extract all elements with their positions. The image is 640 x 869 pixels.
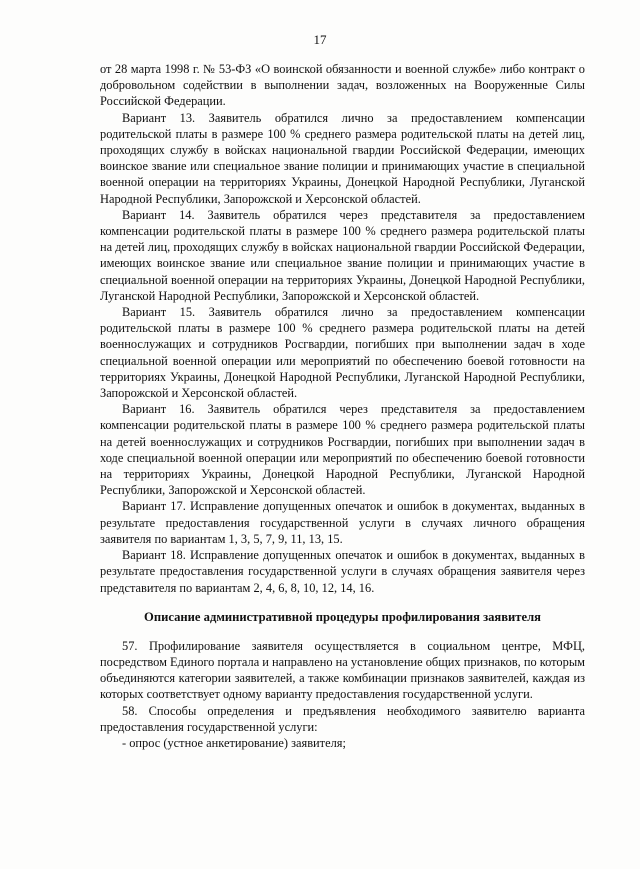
paragraph-variant-18: Вариант 18. Исправление допущенных опечаток и ошибок в документах, выданных в результате предоставления государственной услуги в случаях обращения заявителя через представителя по вариантам 2, 4, 6, 8, 10, 12, 14, 16. <box>100 548 585 595</box>
list-item-survey: - опрос (устное анкетирование) заявителя; <box>122 735 346 750</box>
page-number: 17 <box>313 32 327 47</box>
paragraph-variant-14: Вариант 14. Заявитель обратился через представителя за предоставлением компенсации родительской платы в размере 100 % среднего размера родительской платы на детей лиц, проходящих службу в войсках национальной гвардии Российской Федерации, имеющих воинское звание или специальное звание полиции и принимающих участие в специальной военной операции на территориях Украины, Донецкой Народной Республики, Луганской Народной Республики, Запорожской и Херсонской областей. <box>100 207 585 303</box>
paragraph-variant-17: Вариант 17. Исправление допущенных опечаток и ошибок в документах, выданных в результате предоставления государственной услуги в случаях личного обращения заявителя по вариантам 1, 3, 5, 7, 9, 11, 13, 15. <box>100 499 585 546</box>
paragraph-58: 58. Способы определения и предъявления необходимого заявителю варианта предоставления государственной услуги: <box>100 703 585 734</box>
section-heading: Описание административной процедуры профилирования заявителя <box>144 609 541 624</box>
document-body <box>100 61 585 751</box>
paragraph-continuation: от 28 марта 1998 г. № 53-ФЗ «О воинской обязанности и военной службе» либо контракт о добровольном содействии в выполнении задач, возложенных на Вооруженные Силы Российской Федерации. <box>100 62 585 109</box>
paragraph-variant-16: Вариант 16. Заявитель обратился через представителя за предоставлением компенсации родительской платы в размере 100 % среднего размера родительской платы на детей военнослужащих и сотрудников Росгвардии, погибших при выполнении задач в ходе специальной военной операции или мероприятий по обеспечению боевой готовности на территориях Украины, Донецкой Народной Республики, Луганской Народной Республики, Запорожской и Херсонской областей. <box>100 402 585 498</box>
paragraph-variant-15: Вариант 15. Заявитель обратился лично за предоставлением компенсации родительской платы в размере 100 % среднего размера родительской платы на детей военнослужащих и сотрудников Росгвардии, погибших при выполнении задач в ходе специальной военной операции или мероприятий по обеспечению боевой готовности на территориях Украины, Донецкой Народной Республики, Луганской Народной Республики, Запорожской и Херсонской областей. <box>100 305 585 401</box>
paragraph-variant-13: Вариант 13. Заявитель обратился лично за предоставлением компенсации родительской платы в размере 100 % среднего размера родительской платы на детей лиц, проходящих службу в войсках национальной гвардии Российской Федерации, имеющих воинское звание или специальное звание полиции и принимающих участие в специальной военной операции на территориях Украины, Донецкой Народной Республики, Луганской Народной Республики, Запорожской и Херсонской областей. <box>100 110 585 206</box>
paragraph-57: 57. Профилирование заявителя осуществляется в социальном центре, МФЦ, посредством Единого портала и направлено на установление общих признаков, по которым объединяются категории заявителей, а также комбинации признаков заявителей, каждая из которых соответствует одному варианту предоставления государственной услуги. <box>100 638 585 702</box>
